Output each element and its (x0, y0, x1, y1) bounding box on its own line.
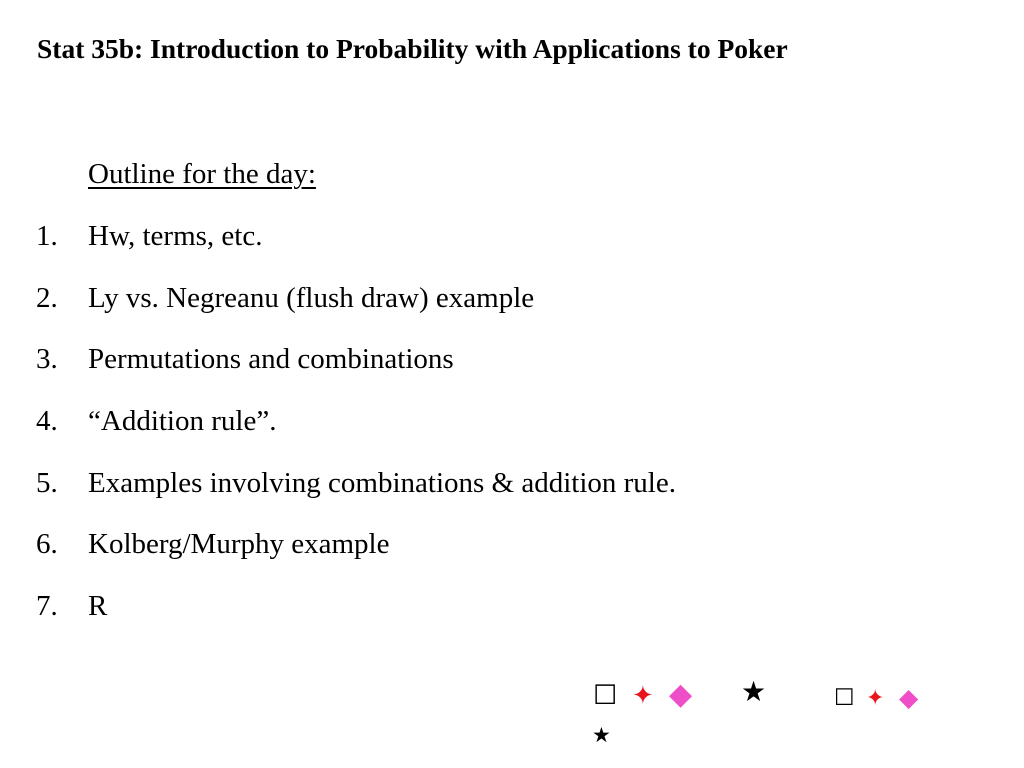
list-item-number: 1. (36, 220, 58, 252)
list-item-text: Kolberg/Murphy example (88, 528, 390, 561)
list-item-number: 4. (36, 405, 58, 438)
square-outline-icon: ☐ (834, 685, 855, 711)
diamond-icon: ◆ (899, 683, 919, 712)
list-item-number: 5. (36, 466, 58, 499)
star-icon: ★ (592, 723, 611, 747)
list-item-number: 6. (36, 528, 58, 561)
list-item-text: Examples involving combinations & addition rule. (88, 466, 676, 499)
list-item-text: Permutations and combinations (88, 343, 454, 376)
list-item-number: 2. (36, 281, 58, 314)
four-point-star-icon: ✦ (866, 686, 885, 711)
slide-title: Stat 35b: Introduction to Probability with Applications to Poker (37, 33, 788, 64)
diamond-icon: ◆ (669, 677, 693, 712)
outline-heading: Outline for the day: (88, 158, 316, 190)
square-outline-icon: ☐ (593, 680, 618, 711)
list-item-number: 3. (36, 343, 58, 376)
list-item-text: “Addition rule”. (88, 405, 277, 438)
four-point-star-icon: ✦ (632, 681, 654, 711)
list-item-text: Ly vs. Negreanu (flush draw) example (88, 281, 535, 314)
star-icon: ★ (741, 675, 767, 708)
list-item-text: R (88, 590, 108, 623)
list-item-number: 7. (36, 590, 58, 623)
list-item-text: Hw, terms, etc. (88, 220, 263, 252)
